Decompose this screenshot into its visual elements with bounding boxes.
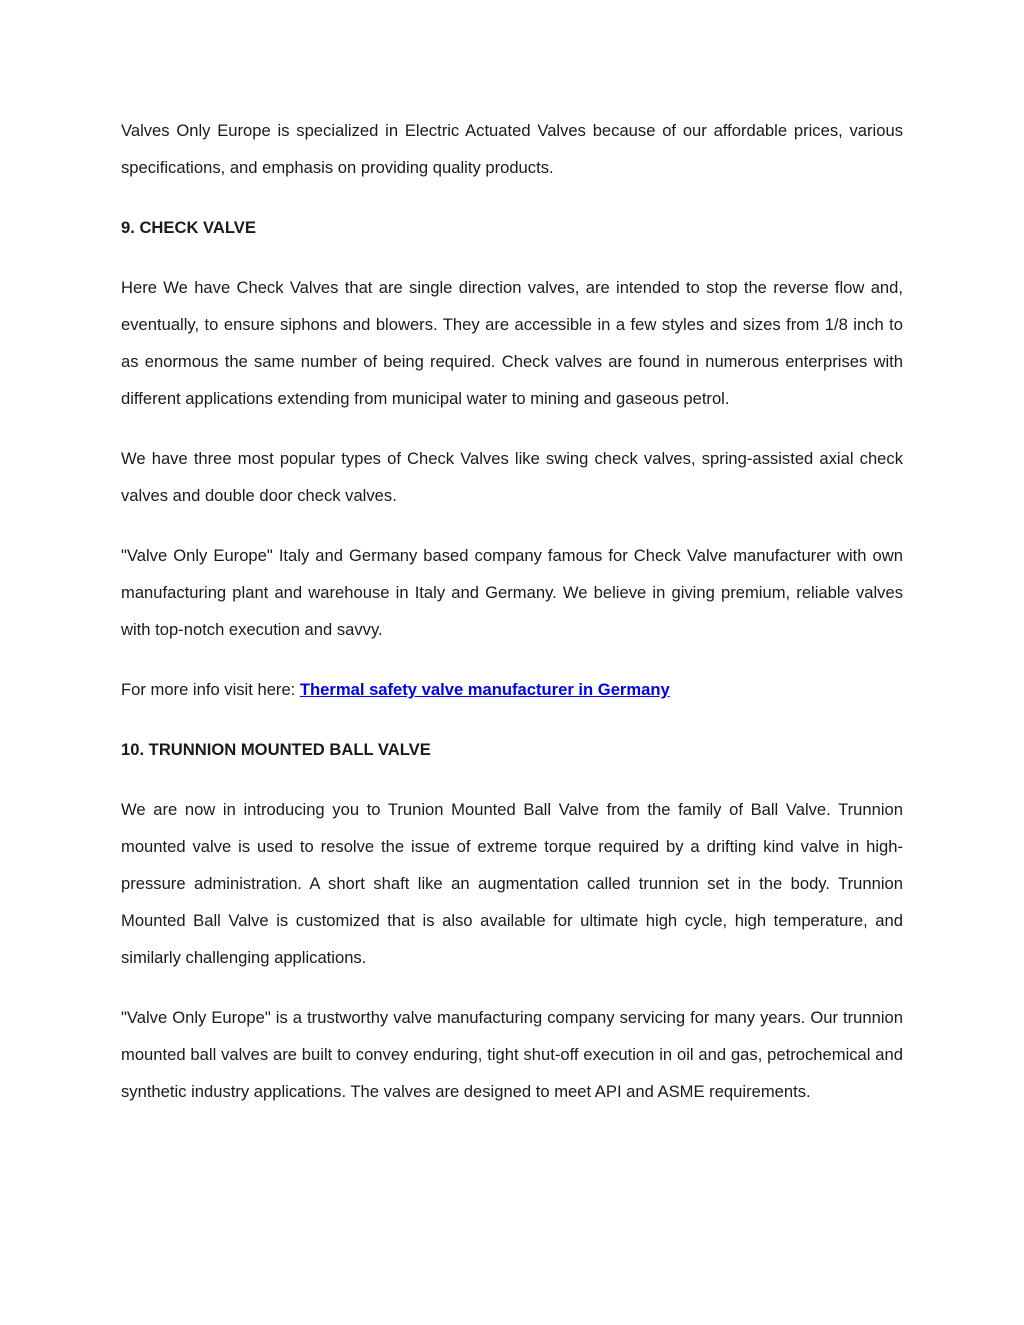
check-valve-paragraph-2: We have three most popular types of Check Valves like swing check valves, spring-assisted axial check valves and double door check valves. [121,449,903,505]
intro-paragraph: Valves Only Europe is specialized in Electric Actuated Valves because of our affordable prices, various specifications, and emphasis on providing quality products. [121,121,903,177]
check-valve-paragraph-3: "Valve Only Europe" Italy and Germany based company famous for Check Valve manufacturer with own manufacturing plant and warehouse in Italy and Germany. We believe in giving premium, reliable valves with top-notch execution and savvy. [121,546,903,639]
section-heading-check-valve: 9. CHECK VALVE [121,218,256,237]
check-valve-paragraph-1: Here We have Check Valves that are single direction valves, are intended to stop the reverse flow and, eventually, to ensure siphons and blowers. They are accessible in a few styles and sizes from 1/8 inch to as enormous the same number of being required. Check valves are found in numerous enterprises with different applications extending from municipal water to mining and gaseous petrol. [121,278,903,408]
document-page [121,112,903,1133]
thermal-safety-valve-link[interactable]: Thermal safety valve manufacturer in Germany [299,680,670,699]
trunnion-paragraph-2: "Valve Only Europe" is a trustworthy valve manufacturing company servicing for many years. Our trunnion mounted ball valves are built to convey enduring, tight shut-off execution in oil and gas, petrochemical and synthetic industry applications. The valves are designed to meet API and ASME requirements. [121,1008,903,1101]
more-info-prefix: For more info visit here: [121,680,300,699]
section-heading-trunnion-ball-valve: 10. TRUNNION MOUNTED BALL VALVE [121,740,431,759]
more-info-line [121,671,903,708]
trunnion-paragraph-1: We are now in introducing you to Trunion Mounted Ball Valve from the family of Ball Valve. Trunnion mounted valve is used to resolve the issue of extreme torque required by a drifting kind valve in high-pressure administration. A short shaft like an augmentation called trunnion set in the body. Trunnion Mounted Ball Valve is customized that is also available for ultimate high cycle, high temperature, and similarly challenging applications. [121,800,903,967]
